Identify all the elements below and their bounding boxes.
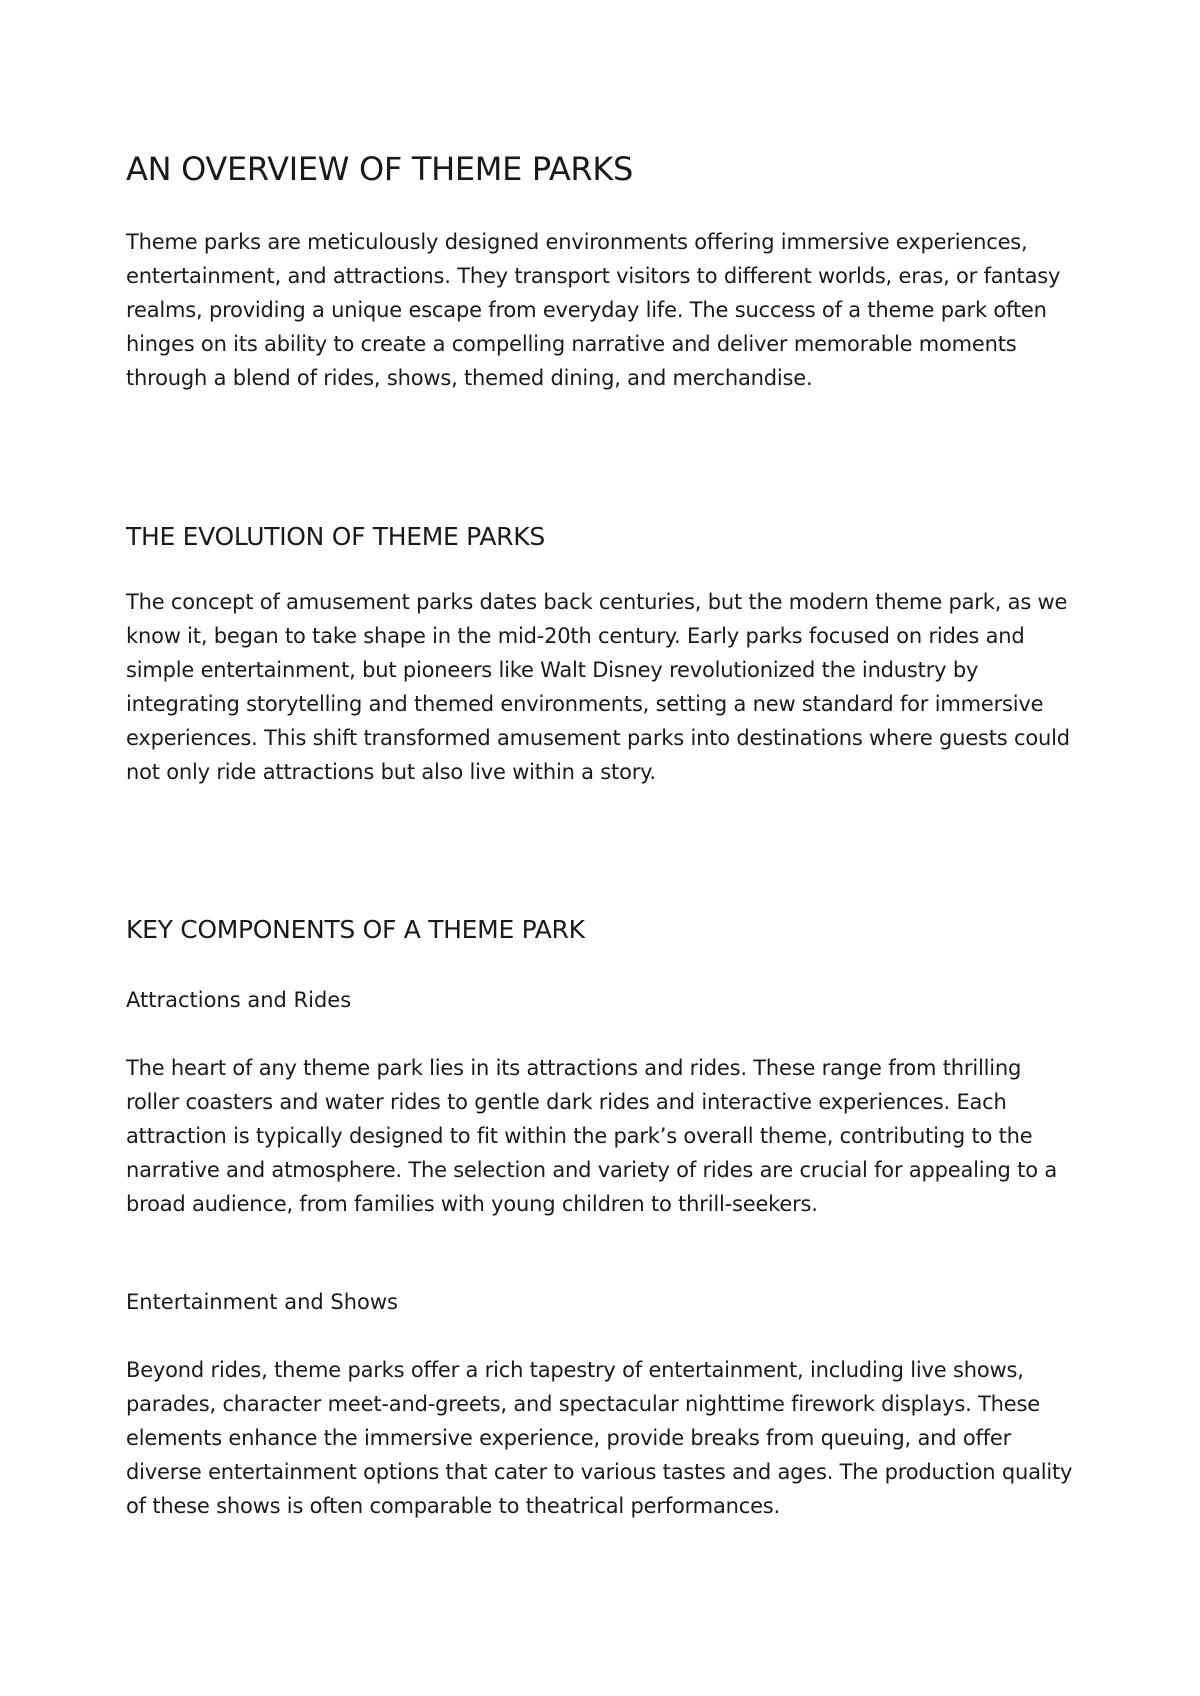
- attractions-subheading: Attractions and Rides: [126, 988, 352, 1012]
- entertainment-paragraph: Beyond rides, theme parks offer a rich tapestry of entertainment, including live shows, parades, character meet-and-greets, and spectacular nighttime firework displays. These elements enhance the immersive experience, provide breaks from queuing, and offer diverse entertainment options that cater to various tastes and ages. The production quality of these shows is often comparable to theatrical performances.: [126, 1358, 1073, 1518]
- evolution-title: THE EVOLUTION OF THEME PARKS: [126, 522, 545, 551]
- entertainment-subheading: Entertainment and Shows: [126, 1290, 398, 1314]
- components-title: KEY COMPONENTS OF A THEME PARK: [126, 915, 585, 944]
- evolution-paragraph: The concept of amusement parks dates back centuries, but the modern theme park, as we know it, began to take shape in the mid-20th century. Early parks focused on rides and simple entertainment, but pioneers like Walt Disney revolutionized the industry by integrating storytelling and themed environments, setting a new standard for immersive experiences. This shift transformed amusement parks into destinations where guests could not only ride attractions but also live within a story.: [126, 590, 1070, 784]
- attractions-paragraph: The heart of any theme park lies in its attractions and rides. These range from thrilling roller coasters and water rides to gentle dark rides and interactive experiences. Each attraction is typically designed to fit within the park’s overall theme, contributing to the narrative and atmosphere. The selection and variety of rides are crucial for appealing to a broad audience, from families with young children to thrill-seekers.: [126, 1056, 1057, 1216]
- overview-paragraph: Theme parks are meticulously designed environments offering immersive experiences, entertainment, and attractions. They transport visitors to different worlds, eras, or fantasy realms, providing a unique escape from everyday life. The success of a theme park often hinges on its ability to create a compelling narrative and deliver memorable moments through a blend of rides, shows, themed dining, and merchandise.: [126, 230, 1061, 390]
- overview-title: AN OVERVIEW OF THEME PARKS: [126, 150, 634, 188]
